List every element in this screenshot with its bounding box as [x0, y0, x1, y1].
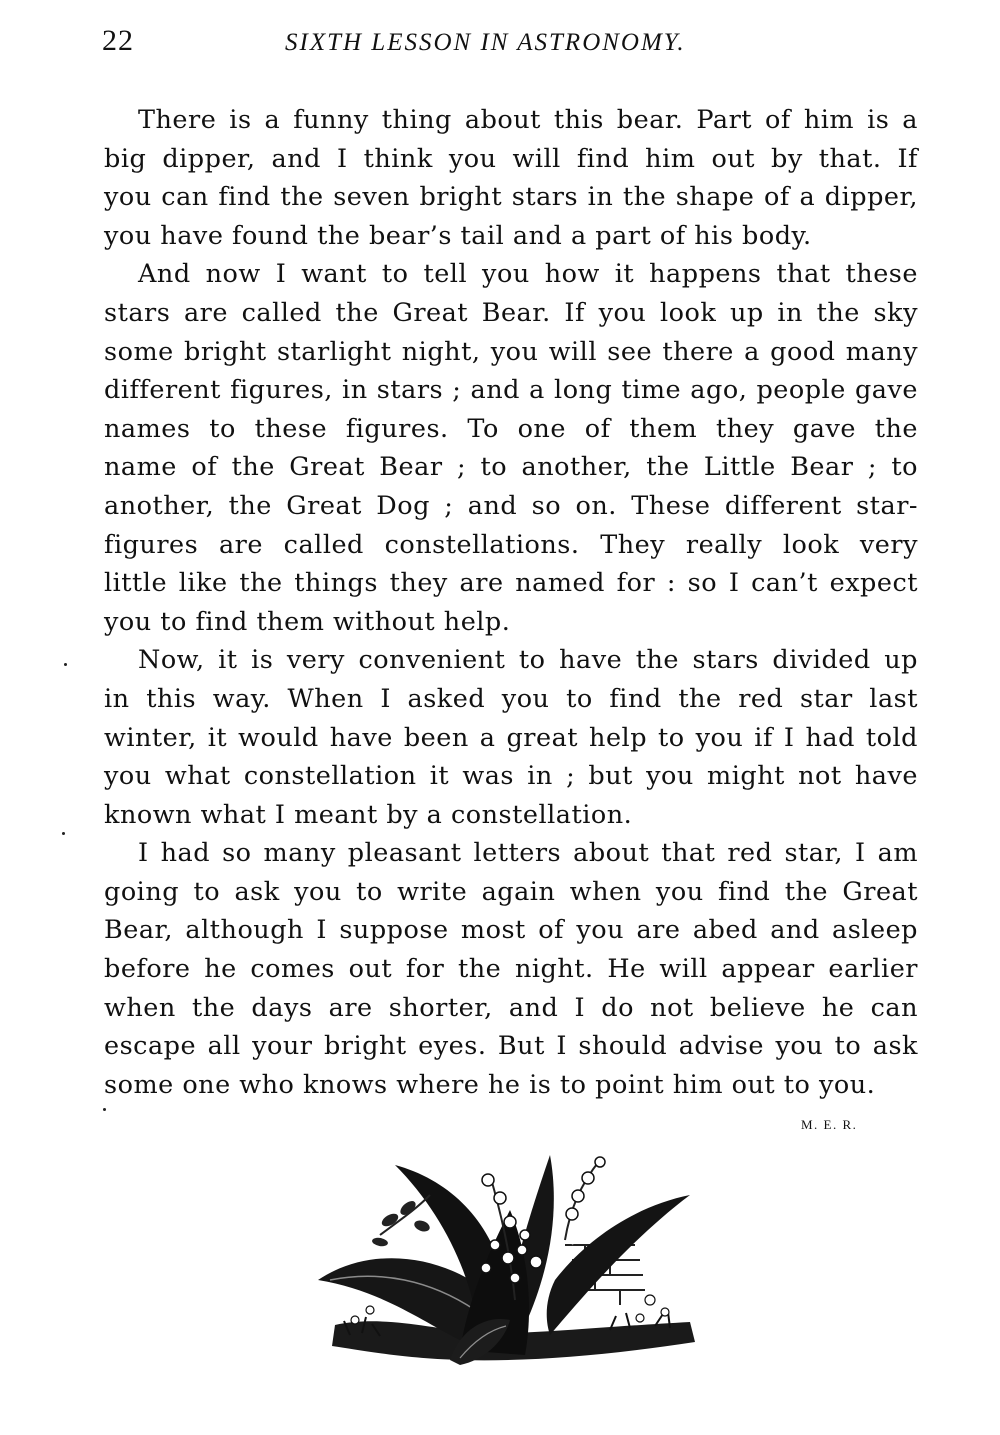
text-line: in this way. When I asked you to find the red star last [104, 683, 918, 714]
text-line: stars are called the Great Bear. If you look up in the sky [104, 297, 918, 328]
text-line: figures are called constellations. They really look very [104, 529, 918, 560]
text-line: Now, it is very convenient to have the stars divided up [138, 645, 918, 676]
print-speck [103, 1108, 106, 1111]
print-speck [64, 663, 67, 666]
text-line: another, the Great Dog ; and so on. These different star- [104, 490, 918, 521]
text-line: I had so many pleasant letters about that red star, I am [138, 838, 918, 869]
text-line: There is a funny thing about this bear. Part of him is a [138, 105, 918, 135]
author-signature: M. E. R. [801, 1117, 858, 1132]
text-line: known what I meant by a constellation. [104, 799, 633, 830]
text-line: And now I want to tell you how it happens that these [138, 259, 918, 290]
running-title: SIXTH LESSON IN ASTRONOMY. [285, 29, 686, 56]
text-line: going to ask you to write again when you find the Great [104, 876, 918, 907]
text-line: little like the things they are named for : so I can’t expect [104, 568, 918, 599]
page-number: 22 [102, 24, 134, 57]
text-line: some one who knows where he is to point him out to you. [104, 1069, 876, 1100]
text-line: when the days are shorter, and I do not believe he can [104, 992, 918, 1023]
text-line: you what constellation it was in ; but you might not have [104, 761, 918, 792]
text-line: big dipper, and I think you will find him out by that. If [104, 143, 918, 174]
text-line: different figures, in stars ; and a long time ago, people gave [104, 375, 918, 406]
running-head [102, 24, 922, 64]
text-line: Bear, although I suppose most of you are abed and asleep [104, 915, 918, 946]
text-line: you have found the bear’s tail and a part of his body. [104, 220, 812, 251]
text-line: before he comes out for the night. He will appear earlier [104, 954, 918, 985]
body-text [104, 101, 918, 1104]
text-line: names to these figures. To one of them they gave the [104, 413, 918, 444]
text-line: name of the Great Bear ; to another, the Little Bear ; to [104, 452, 918, 483]
text-line: you to find them without help. [104, 606, 511, 637]
text-line: winter, it would have been a great help to you if I had told [104, 722, 918, 753]
lily-of-the-valley-icon [310, 1150, 700, 1375]
text-line: you can find the seven bright stars in the shape of a dipper, [104, 182, 918, 213]
text-line: some bright starlight night, you will see there a good many [104, 336, 918, 367]
print-speck [62, 832, 65, 835]
text-line: escape all your bright eyes. But I should advise you to ask [104, 1031, 918, 1062]
